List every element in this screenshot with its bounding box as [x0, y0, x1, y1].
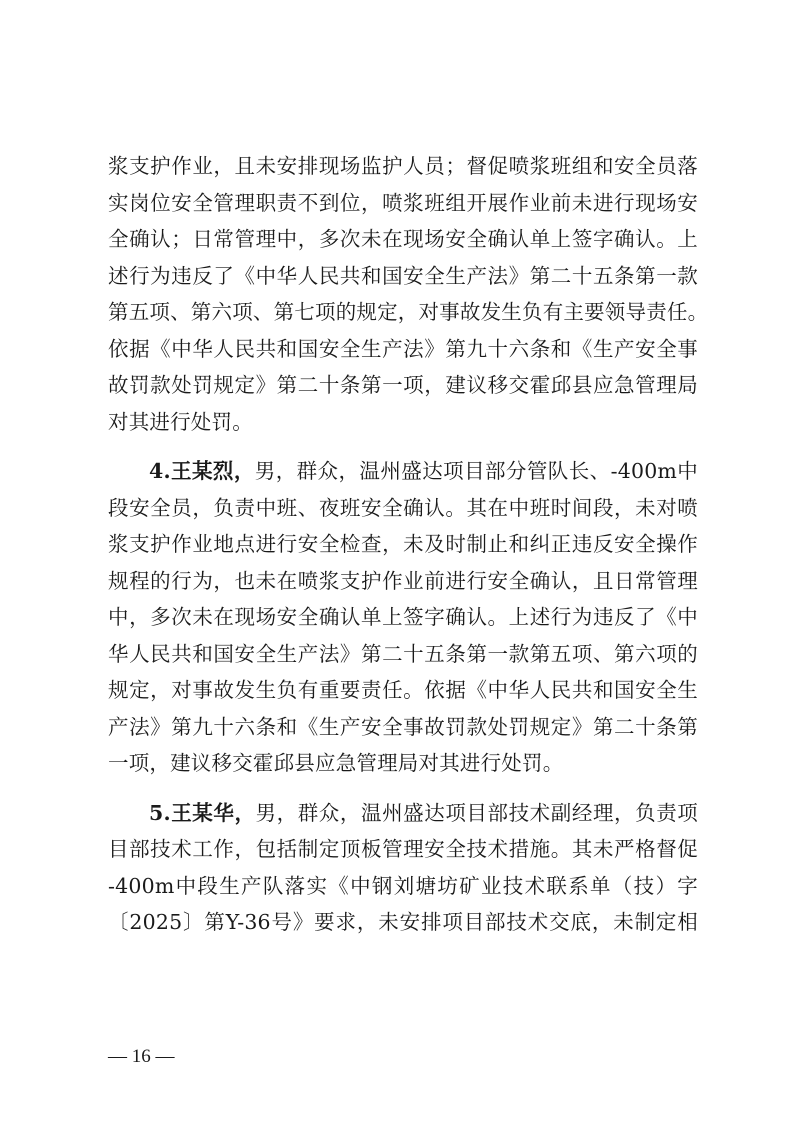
text-line: 故罚款处罚规定》第二十条第一项，建议移交霍邱县应急管理局 — [108, 373, 698, 397]
paragraph-2 — [108, 453, 698, 782]
text-line: 规定，对事故发生负有重要责任。依据《中华人民共和国安全生 — [108, 678, 698, 702]
text-line: 第五项、第六项、第七项的规定，对事故发生负有主要领导责任。 — [108, 300, 709, 324]
text-line: 全确认；日常管理中，多次未在现场安全确认单上签字确认。上 — [108, 227, 698, 251]
text-line: 一项，建议移交霍邱县应急管理局对其进行处罚。 — [108, 751, 564, 775]
paragraph-lead: 4.王某烈， — [149, 459, 255, 483]
text-line: 规程的行为，也未在喷浆支护作业前进行安全确认，且日常管理 — [108, 568, 698, 593]
page-number: — 16 — — [108, 1046, 175, 1067]
paragraph-1 — [108, 148, 709, 440]
text-line-rest: 男，群众，温州盛达项目部分管队长、-400m中 — [254, 459, 699, 483]
text-line: -400m中段生产队落实《中钢刘塘坊矿业技术联系单（技）字 — [108, 873, 698, 898]
text-line: 〔2025〕第Y-36号》要求，未安排项目部技术交底，未制定相 — [108, 910, 698, 934]
paragraph-lead: 5.王某华， — [149, 800, 256, 825]
text-line: 述行为违反了《中华人民共和国安全生产法》第二十五条第一款 — [108, 263, 698, 288]
text-line: 华人民共和国安全生产法》第二十五条第一款第五项、第六项的 — [108, 641, 698, 666]
text-line: 目部技术工作，包括制定顶板管理安全技术措施。其未严格督促 — [108, 837, 698, 861]
text-line: 实岗位安全管理职责不到位，喷浆班组开展作业前未进行现场安 — [108, 190, 698, 215]
text-line: 段安全员，负责中班、夜班安全确认。其在中班时间段，未对喷 — [108, 495, 698, 520]
text-line: 对其进行处罚。 — [108, 409, 253, 434]
text-line: 产法》第九十六条和《生产安全事故罚款处罚规定》第二十条第 — [108, 714, 698, 739]
paragraph-3 — [108, 795, 698, 941]
text-line-first — [108, 453, 698, 490]
text-line: 中，多次未在现场安全确认单上签字确认。上述行为违反了《中 — [108, 605, 698, 629]
text-line-first — [108, 795, 698, 832]
document-body — [108, 148, 709, 954]
text-line-rest: 男，群众，温州盛达项目部技术副经理，负责项 — [255, 800, 698, 825]
text-line: 浆支护作业地点进行安全检查，未及时制止和纠正违反安全操作 — [108, 532, 698, 556]
text-line: 浆支护作业，且未安排现场监护人员；督促喷浆班组和安全员落 — [108, 154, 698, 178]
text-line: 依据《中华人民共和国安全生产法》第九十六条和《生产安全事 — [108, 336, 698, 361]
